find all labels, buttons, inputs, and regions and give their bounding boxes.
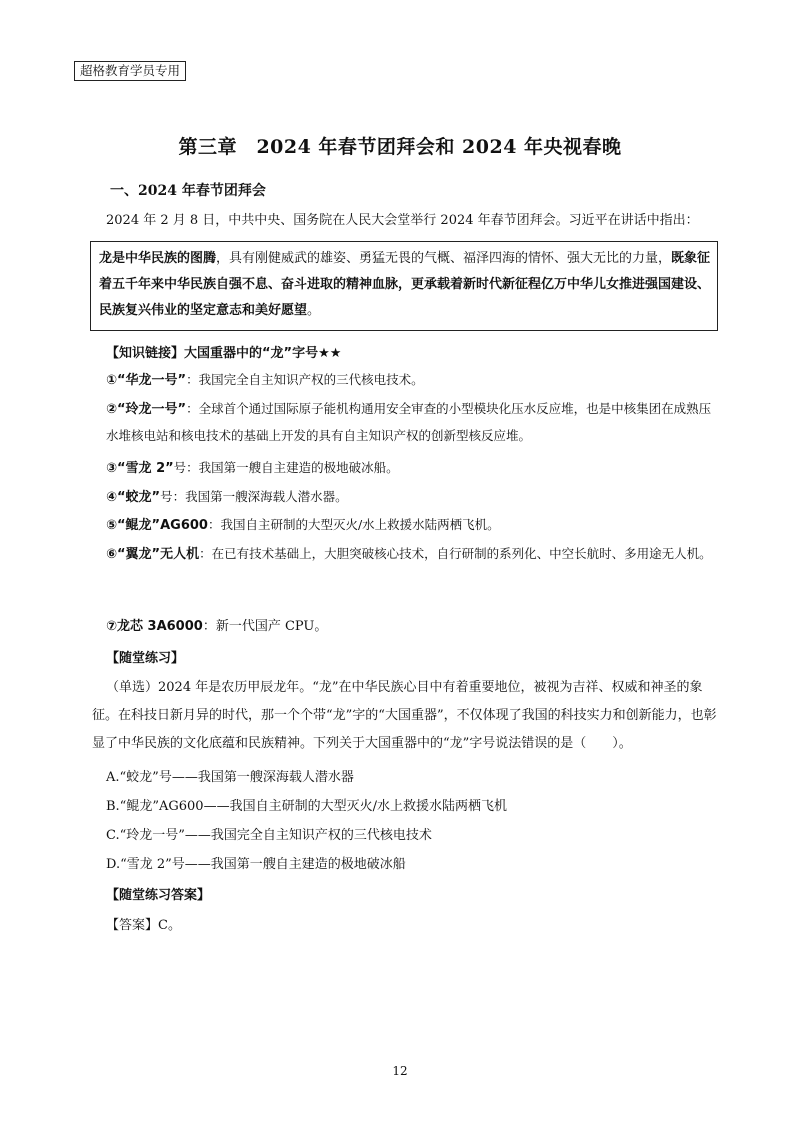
quote-box — [90, 241, 718, 331]
option-c: C.“玲龙一号”——我国完全自主知识产权的三代核电技术 — [106, 828, 432, 843]
list-item — [92, 455, 736, 482]
practice-title: 【随堂练习】 — [106, 651, 185, 666]
answer-text: 【答案】C。 — [106, 918, 181, 933]
item-label: ④“蛟龙” — [106, 490, 161, 505]
question-text: （单选）2024 年是农历甲辰龙年。“龙”在中华民族心目中有着重要地位，被视为吉祥、权威和神圣的象征。在科技日新月异的时代，那一个个带“龙”字的“大国重器”，不仅体现了我国的科技实力和创新能力，也彰显了中华民族的文化底蕴和民族精神。下列关于大国重器中的“龙”字号说法错误的是（ ）。 — [92, 680, 717, 751]
list-item — [92, 484, 736, 511]
item-label: ⑥“翼龙”无人机 — [106, 547, 200, 562]
option-d: D.“雪龙 2”号——我国第一艘自主建造的极地破冰船 — [106, 857, 406, 872]
quote-highlight-2: 既象征着五千年来中华民族自强不息、奋斗进取的精神血脉，更承载着新时代新征程亿万中华儿女推进强国建设、民族复兴伟业的坚定意志和美好愿望 — [99, 251, 711, 318]
item-text: 号：我国第一艘自主建造的极地破冰船。 — [173, 460, 399, 475]
list-item — [92, 367, 736, 394]
quote-text-2: 。 — [307, 303, 321, 318]
option-b: B.“鲲龙”AG600——我国自主研制的大型灭火/水上救援水陆两栖飞机 — [106, 799, 507, 814]
section-title: 一、2024 年春节团拜会 — [110, 183, 266, 199]
item-text: ：在已有技术基础上，大胆突破核心技术，自行研制的系列化、中空长航时、多用途无人机。 — [199, 546, 712, 561]
item-text: ：新一代国产 CPU。 — [202, 619, 328, 634]
item-label: ⑦龙芯 3A6000 — [106, 619, 203, 634]
list-item — [92, 541, 722, 568]
list-item — [92, 512, 736, 539]
list-item — [92, 614, 736, 640]
item-label: ⑤“鲲龙”AG600 — [106, 518, 208, 533]
watermark-stamp: 超格教育学员专用 — [74, 61, 186, 81]
intro-paragraph: 2024 年 2 月 8 日，中共中央、国务院在人民大会堂举行 2024 年春节团拜会。习近平在讲话中指出： — [106, 213, 699, 228]
chapter-title: 第三章 2024 年春节团拜会和 2024 年央视春晚 — [178, 136, 622, 158]
answer-title: 【随堂练习答案】 — [106, 888, 211, 903]
item-text: ：全球首个通过国际原子能机构通用安全审查的小型模块化压水反应堆，也是中核集团在成熟压水堆核电站和核电技术的基础上开发的具有自主知识产权的创新型核反应堆。 — [106, 401, 712, 443]
list-item — [92, 396, 722, 450]
page-number: 12 — [392, 1064, 408, 1078]
item-text: ：我国完全自主知识产权的三代核电技术。 — [186, 372, 424, 387]
item-label: ③“雪龙 2” — [106, 461, 174, 476]
quote-text-1: ，具有刚健威武的雄姿、勇猛无畏的气概、福泽四海的情怀、强大无比的力量， — [216, 251, 672, 266]
quote-highlight-1: 龙是中华民族的图腾 — [99, 251, 217, 266]
knowledge-link-title: 【知识链接】大国重器中的“龙”字号★★ — [106, 346, 342, 361]
item-text: ：我国自主研制的大型灭火/水上救援水陆两栖飞机。 — [207, 517, 500, 532]
item-text: 号：我国第一艘深海载人潜水器。 — [160, 489, 348, 504]
item-label: ①“华龙一号” — [106, 373, 187, 388]
option-a: A.“蛟龙”号——我国第一艘深海载人潜水器 — [106, 770, 354, 785]
item-label: ②“玲龙一号” — [106, 402, 187, 417]
